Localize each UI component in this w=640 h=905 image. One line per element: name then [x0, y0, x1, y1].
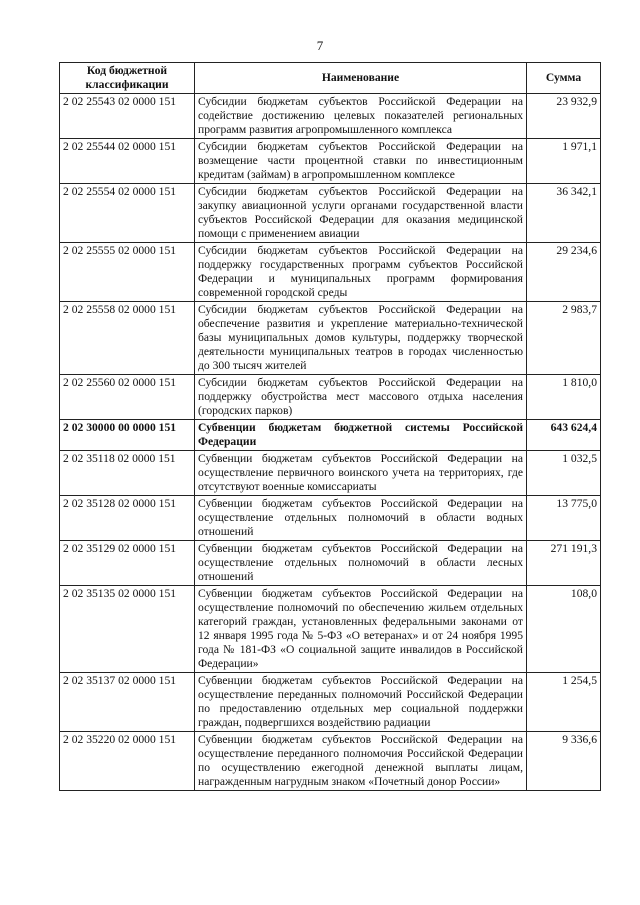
row-code: 2 02 35135 02 0000 151 — [60, 586, 195, 673]
table-row — [60, 673, 601, 732]
table-row — [60, 243, 601, 302]
row-sum: 1 971,1 — [527, 139, 601, 184]
header-name: Наименование — [195, 63, 527, 94]
table-row — [60, 732, 601, 791]
row-code: 2 02 25543 02 0000 151 — [60, 94, 195, 139]
header-code: Код бюджетной классификации — [60, 63, 195, 94]
row-code: 2 02 35220 02 0000 151 — [60, 732, 195, 791]
row-name: Субвенции бюджетам субъектов Российской Федерации на осуществление полномочий по обеспечению жильем отдельных категорий граждан, установленных федеральными законами от 12 января 1995 года № 5-ФЗ «О ветеранах» и от 24 ноября 1995 года № 181-ФЗ «О социальной защите инвалидов в Российской Федерации» — [195, 586, 527, 673]
table-header-row — [60, 63, 601, 94]
row-code: 2 02 35118 02 0000 151 — [60, 451, 195, 496]
row-name: Субвенции бюджетам бюджетной системы Российской Федерации — [195, 420, 527, 451]
row-sum: 1 810,0 — [527, 375, 601, 420]
row-name: Субсидии бюджетам субъектов Российской Федерации на обеспечение развития и укрепление материально-технической базы муниципальных домов культуры, поддержку творческой деятельности муниципальных театров в городах численностью до 300 тысяч жителей — [195, 302, 527, 375]
row-code: 2 02 25555 02 0000 151 — [60, 243, 195, 302]
header-sum: Сумма — [527, 63, 601, 94]
table-row — [60, 451, 601, 496]
row-sum: 1 032,5 — [527, 451, 601, 496]
row-name: Субсидии бюджетам субъектов Российской Федерации на содействие достижению целевых показателей региональных программ развития агропромышленного комплекса — [195, 94, 527, 139]
table-row — [60, 375, 601, 420]
row-code: 2 02 30000 00 0000 151 — [60, 420, 195, 451]
row-name: Субсидии бюджетам субъектов Российской Федерации на поддержку обустройства мест массового отдыха населения (городских парков) — [195, 375, 527, 420]
table-row — [60, 496, 601, 541]
row-sum: 29 234,6 — [527, 243, 601, 302]
row-sum: 108,0 — [527, 586, 601, 673]
row-sum: 2 983,7 — [527, 302, 601, 375]
row-sum: 9 336,6 — [527, 732, 601, 791]
row-code: 2 02 25554 02 0000 151 — [60, 184, 195, 243]
row-code: 2 02 35129 02 0000 151 — [60, 541, 195, 586]
row-sum: 13 775,0 — [527, 496, 601, 541]
row-name: Субвенции бюджетам субъектов Российской Федерации на осуществление переданных полномочий Российской Федерации по предоставлению отдельных мер социальной поддержки граждан, подвергшихся воздействию радиации — [195, 673, 527, 732]
table-row — [60, 94, 601, 139]
row-sum: 36 342,1 — [527, 184, 601, 243]
row-name: Субсидии бюджетам субъектов Российской Федерации на возмещение части процентной ставки по инвестиционным кредитам (займам) в агропромышленном комплексе — [195, 139, 527, 184]
row-code: 2 02 25544 02 0000 151 — [60, 139, 195, 184]
budget-table — [59, 62, 601, 791]
row-code: 2 02 25560 02 0000 151 — [60, 375, 195, 420]
row-sum: 23 932,9 — [527, 94, 601, 139]
row-code: 2 02 35137 02 0000 151 — [60, 673, 195, 732]
row-name: Субсидии бюджетам субъектов Российской Федерации на поддержку государственных программ субъектов Российской Федерации и муниципальных программ формирования современной городской среды — [195, 243, 527, 302]
row-name: Субвенции бюджетам субъектов Российской Федерации на осуществление переданного полномочия Российской Федерации по осуществлению ежегодной денежной выплаты лицам, награжденным нагрудным знаком «Почетный донор России» — [195, 732, 527, 791]
row-name: Субвенции бюджетам субъектов Российской Федерации на осуществление отдельных полномочий в области водных отношений — [195, 496, 527, 541]
row-name: Субсидии бюджетам субъектов Российской Федерации на закупку авиационной услуги органами государственной власти субъектов Российской Федерации для оказания медицинской помощи с применением авиации — [195, 184, 527, 243]
table-row — [60, 184, 601, 243]
table-row — [60, 302, 601, 375]
row-sum: 1 254,5 — [527, 673, 601, 732]
table-row — [60, 420, 601, 451]
table-row — [60, 586, 601, 673]
page-number: 7 — [316, 38, 324, 53]
row-sum: 271 191,3 — [527, 541, 601, 586]
row-name: Субвенции бюджетам субъектов Российской Федерации на осуществление отдельных полномочий в области лесных отношений — [195, 541, 527, 586]
row-code: 2 02 25558 02 0000 151 — [60, 302, 195, 375]
row-sum: 643 624,4 — [527, 420, 601, 451]
table-row — [60, 541, 601, 586]
row-code: 2 02 35128 02 0000 151 — [60, 496, 195, 541]
table-row — [60, 139, 601, 184]
row-name: Субвенции бюджетам субъектов Российской Федерации на осуществление первичного воинского учета на территориях, где отсутствуют военные комиссариаты — [195, 451, 527, 496]
